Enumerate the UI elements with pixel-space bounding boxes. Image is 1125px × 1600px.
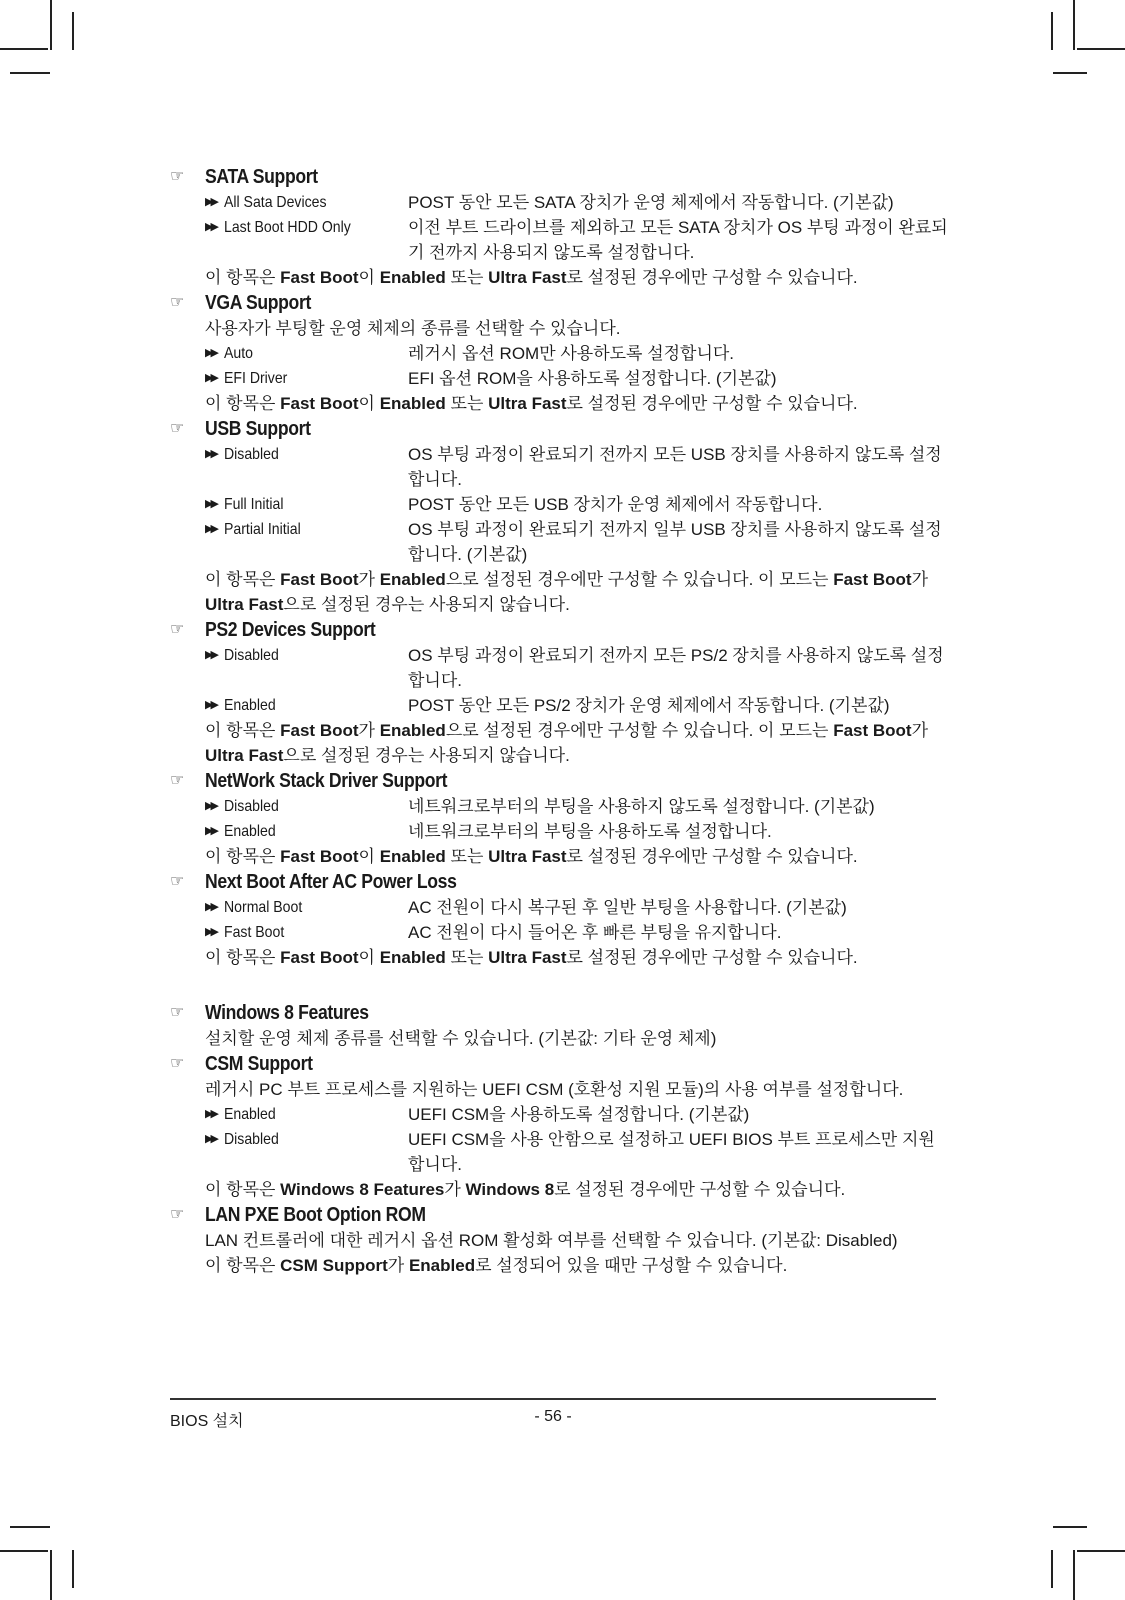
note-text: 로 설정된 경우에만 구성할 수 있습니다. bbox=[566, 847, 858, 866]
note-text: 이 bbox=[358, 394, 380, 413]
crop-mark bbox=[1077, 48, 1125, 50]
note-text: 으로 설정된 경우에만 구성할 수 있습니다. 이 모드는 bbox=[445, 570, 834, 589]
double-arrow-icon: ▶▶ bbox=[205, 1108, 216, 1120]
section-intro: 사용자가 부팅할 운영 체제의 종류를 선택할 수 있습니다. bbox=[205, 319, 621, 338]
note-keyword: Fast Boot bbox=[280, 948, 359, 967]
note-text: 이 항목은 bbox=[205, 948, 281, 967]
section-title: CSM Support bbox=[205, 1053, 313, 1075]
option-row bbox=[170, 517, 950, 567]
setting-section bbox=[170, 1051, 950, 1202]
option-description: UEFI CSM을 사용하도록 설정합니다. (기본값) bbox=[408, 1105, 750, 1124]
option-description: 네트워크로부터의 부팅을 사용하도록 설정합니다. bbox=[408, 822, 772, 841]
section-heading bbox=[170, 1000, 950, 1026]
option-name: Normal Boot bbox=[224, 899, 303, 916]
pointing-hand-icon: ☞ bbox=[170, 873, 185, 890]
double-arrow-icon: ▶▶ bbox=[205, 901, 216, 913]
option-description: OS 부팅 과정이 완료되기 전까지 일부 USB 장치를 사용하지 않도록 설정합니다. (기본값) bbox=[408, 520, 942, 564]
crop-mark bbox=[0, 48, 48, 50]
note-keyword: Windows 8 bbox=[465, 1180, 555, 1199]
section-intro: 레거시 PC 부트 프로세스를 지원하는 UEFI CSM (호환성 지원 모듈)의 사용 여부를 설정합니다. bbox=[205, 1080, 904, 1099]
section-note bbox=[170, 567, 950, 617]
crop-mark bbox=[72, 1550, 74, 1588]
note-keyword: Fast Boot bbox=[280, 268, 359, 287]
section-heading bbox=[170, 164, 950, 190]
option-description: POST 동안 모든 SATA 장치가 운영 체제에서 작동합니다. (기본값) bbox=[408, 193, 894, 212]
note-text: 가 bbox=[911, 570, 929, 589]
note-text: 로 설정된 경우에만 구성할 수 있습니다. bbox=[566, 948, 858, 967]
note-keyword: Ultra Fast bbox=[205, 746, 284, 765]
option-description: UEFI CSM을 사용 안함으로 설정하고 UEFI BIOS 부트 프로세스만 지원합니다. bbox=[408, 1130, 935, 1174]
option-description: EFI 옵션 ROM을 사용하도록 설정합니다. (기본값) bbox=[408, 369, 777, 388]
option-row bbox=[170, 1127, 950, 1177]
note-keyword: Fast Boot bbox=[280, 570, 359, 589]
crop-mark bbox=[1051, 12, 1053, 50]
crop-mark bbox=[1073, 1550, 1075, 1600]
setting-section bbox=[170, 617, 950, 768]
double-arrow-icon: ▶▶ bbox=[205, 1133, 216, 1145]
section-note bbox=[170, 1253, 950, 1278]
footer-section-label: BIOS 설치 bbox=[170, 1413, 244, 1430]
option-name: Full Initial bbox=[224, 496, 284, 513]
note-keyword: Fast Boot bbox=[833, 721, 912, 740]
note-text: 이 항목은 bbox=[205, 721, 281, 740]
section-heading bbox=[170, 416, 950, 442]
option-name: Enabled bbox=[224, 823, 276, 840]
option-row bbox=[170, 190, 950, 215]
note-keyword: Ultra Fast bbox=[488, 394, 567, 413]
section-heading bbox=[170, 768, 950, 794]
note-keyword: Ultra Fast bbox=[488, 948, 567, 967]
double-arrow-icon: ▶▶ bbox=[205, 825, 216, 837]
option-description: 레거시 옵션 ROM만 사용하도록 설정합니다. bbox=[408, 344, 735, 363]
note-keyword: Ultra Fast bbox=[205, 595, 284, 614]
note-keyword: Fast Boot bbox=[833, 570, 912, 589]
option-name: Disabled bbox=[224, 446, 279, 463]
note-keyword: Fast Boot bbox=[280, 394, 359, 413]
double-arrow-icon: ▶▶ bbox=[205, 372, 216, 384]
option-row bbox=[170, 819, 950, 844]
option-name: All Sata Devices bbox=[224, 194, 327, 211]
note-keyword: Enabled bbox=[379, 847, 446, 866]
note-text: 이 bbox=[358, 847, 380, 866]
note-text: 또는 bbox=[445, 394, 489, 413]
setting-section bbox=[170, 869, 950, 970]
note-text: 으로 설정된 경우는 사용되지 않습니다. bbox=[283, 595, 570, 614]
section-title: NetWork Stack Driver Support bbox=[205, 770, 448, 792]
note-text: 이 항목은 bbox=[205, 268, 281, 287]
note-text: 이 bbox=[358, 948, 380, 967]
pointing-hand-icon: ☞ bbox=[170, 621, 185, 638]
option-description: POST 동안 모든 USB 장치가 운영 체제에서 작동합니다. bbox=[408, 495, 823, 514]
option-name: Partial Initial bbox=[224, 521, 301, 538]
double-arrow-icon: ▶▶ bbox=[205, 448, 216, 460]
crop-mark bbox=[72, 12, 74, 50]
option-description: AC 전원이 다시 복구된 후 일반 부팅을 사용합니다. (기본값) bbox=[408, 898, 847, 917]
crop-mark bbox=[0, 1550, 48, 1552]
pointing-hand-icon: ☞ bbox=[170, 772, 185, 789]
note-text: 가 bbox=[358, 570, 380, 589]
pointing-hand-icon: ☞ bbox=[170, 420, 185, 437]
section-heading bbox=[170, 1202, 950, 1228]
section-heading bbox=[170, 290, 950, 316]
double-arrow-icon: ▶▶ bbox=[205, 699, 216, 711]
note-text: 로 설정된 경우에만 구성할 수 있습니다. bbox=[566, 268, 858, 287]
option-description: 이전 부트 드라이브를 제외하고 모든 SATA 장치가 OS 부팅 과정이 완료되기 전까지 사용되지 않도록 설정합니다. bbox=[408, 218, 948, 262]
section-intro: 설치할 운영 체제 종류를 선택할 수 있습니다. (기본값: 기타 운영 체제) bbox=[205, 1029, 717, 1048]
note-text: 이 항목은 bbox=[205, 570, 281, 589]
section-note bbox=[170, 265, 950, 290]
section-note bbox=[170, 945, 950, 970]
setting-section bbox=[170, 290, 950, 416]
note-keyword: Enabled bbox=[379, 721, 446, 740]
section-title: USB Support bbox=[205, 418, 311, 440]
note-text: 또는 bbox=[445, 847, 489, 866]
note-text: 이 bbox=[358, 268, 380, 287]
section-note bbox=[170, 718, 950, 768]
note-text: 또는 bbox=[445, 268, 489, 287]
section-heading bbox=[170, 617, 950, 643]
section-heading bbox=[170, 1051, 950, 1077]
note-text: 이 항목은 bbox=[205, 1180, 281, 1199]
note-text: 로 설정된 경우에만 구성할 수 있습니다. bbox=[566, 394, 858, 413]
option-name: Auto bbox=[224, 345, 253, 362]
note-keyword: CSM Support bbox=[280, 1256, 388, 1275]
option-description: 네트워크로부터의 부팅을 사용하지 않도록 설정합니다. (기본값) bbox=[408, 797, 875, 816]
note-text: 가 bbox=[911, 721, 929, 740]
crop-mark bbox=[1077, 1550, 1125, 1552]
option-name: Disabled bbox=[224, 1131, 279, 1148]
setting-section bbox=[170, 1202, 950, 1278]
crop-mark bbox=[1053, 72, 1087, 74]
double-arrow-icon: ▶▶ bbox=[205, 498, 216, 510]
manual-content bbox=[170, 164, 950, 1278]
note-keyword: Windows 8 Features bbox=[280, 1180, 445, 1199]
option-row bbox=[170, 643, 950, 693]
note-keyword: Ultra Fast bbox=[488, 847, 567, 866]
option-name: Disabled bbox=[224, 647, 279, 664]
note-text: 로 설정된 경우에만 구성할 수 있습니다. bbox=[554, 1180, 846, 1199]
section-title: LAN PXE Boot Option ROM bbox=[205, 1204, 426, 1226]
option-row bbox=[170, 1102, 950, 1127]
section-heading bbox=[170, 869, 950, 895]
crop-mark bbox=[1051, 1550, 1053, 1588]
page-number: - 56 - bbox=[534, 1408, 572, 1425]
crop-mark bbox=[50, 1550, 52, 1600]
option-row bbox=[170, 920, 950, 945]
note-text: 가 bbox=[444, 1180, 466, 1199]
option-name: Fast Boot bbox=[224, 924, 285, 941]
option-row bbox=[170, 366, 950, 391]
crop-mark bbox=[50, 0, 52, 50]
double-arrow-icon: ▶▶ bbox=[205, 800, 216, 812]
double-arrow-icon: ▶▶ bbox=[205, 523, 216, 535]
section-note bbox=[170, 844, 950, 869]
option-row bbox=[170, 492, 950, 517]
double-arrow-icon: ▶▶ bbox=[205, 347, 216, 359]
crop-mark bbox=[1073, 0, 1075, 50]
double-arrow-icon: ▶▶ bbox=[205, 926, 216, 938]
double-arrow-icon: ▶▶ bbox=[205, 649, 216, 661]
option-row bbox=[170, 215, 950, 265]
note-text: 이 항목은 bbox=[205, 1256, 281, 1275]
crop-mark bbox=[10, 72, 50, 74]
note-keyword: Enabled bbox=[379, 570, 446, 589]
note-text: 로 설정되어 있을 때만 구성할 수 있습니다. bbox=[475, 1256, 788, 1275]
setting-section bbox=[170, 768, 950, 869]
setting-section bbox=[170, 1000, 950, 1051]
section-title: PS2 Devices Support bbox=[205, 619, 376, 641]
note-keyword: Enabled bbox=[379, 948, 446, 967]
option-row bbox=[170, 693, 950, 718]
option-description: OS 부팅 과정이 완료되기 전까지 모든 PS/2 장치를 사용하지 않도록 설정합니다. bbox=[408, 646, 944, 690]
note-keyword: Enabled bbox=[408, 1256, 476, 1275]
pointing-hand-icon: ☞ bbox=[170, 1055, 185, 1072]
option-description: AC 전원이 다시 들어온 후 빠른 부팅을 유지합니다. bbox=[408, 923, 782, 942]
option-row bbox=[170, 895, 950, 920]
pointing-hand-icon: ☞ bbox=[170, 1004, 185, 1021]
option-name: Enabled bbox=[224, 1106, 276, 1123]
section-title: Next Boot After AC Power Loss bbox=[205, 871, 457, 893]
double-arrow-icon: ▶▶ bbox=[205, 221, 216, 233]
note-keyword: Enabled bbox=[379, 394, 446, 413]
option-row bbox=[170, 442, 950, 492]
note-text: 이 항목은 bbox=[205, 394, 281, 413]
note-text: 으로 설정된 경우에만 구성할 수 있습니다. 이 모드는 bbox=[445, 721, 834, 740]
note-keyword: Fast Boot bbox=[280, 721, 359, 740]
footer-rule bbox=[170, 1398, 936, 1400]
note-keyword: Enabled bbox=[379, 268, 446, 287]
option-name: Enabled bbox=[224, 697, 276, 714]
crop-mark bbox=[1053, 1526, 1087, 1528]
option-row bbox=[170, 794, 950, 819]
option-name: Disabled bbox=[224, 798, 279, 815]
section-spacer bbox=[170, 970, 950, 1000]
setting-section bbox=[170, 164, 950, 290]
section-note bbox=[170, 391, 950, 416]
option-name: Last Boot HDD Only bbox=[224, 219, 351, 236]
option-description: OS 부팅 과정이 완료되기 전까지 모든 USB 장치를 사용하지 않도록 설정합니다. bbox=[408, 445, 942, 489]
option-description: POST 동안 모든 PS/2 장치가 운영 체제에서 작동합니다. (기본값) bbox=[408, 696, 890, 715]
section-title: Windows 8 Features bbox=[205, 1002, 369, 1024]
pointing-hand-icon: ☞ bbox=[170, 1206, 185, 1223]
crop-mark bbox=[10, 1526, 50, 1528]
note-text: 또는 bbox=[445, 948, 489, 967]
pointing-hand-icon: ☞ bbox=[170, 294, 185, 311]
setting-section bbox=[170, 416, 950, 617]
option-name: EFI Driver bbox=[224, 370, 288, 387]
option-row bbox=[170, 341, 950, 366]
note-text: 이 항목은 bbox=[205, 847, 281, 866]
section-title: VGA Support bbox=[205, 292, 311, 314]
section-note bbox=[170, 1177, 950, 1202]
note-keyword: Ultra Fast bbox=[488, 268, 567, 287]
note-text: 가 bbox=[387, 1256, 409, 1275]
note-text: 가 bbox=[358, 721, 380, 740]
pointing-hand-icon: ☞ bbox=[170, 168, 185, 185]
double-arrow-icon: ▶▶ bbox=[205, 196, 216, 208]
note-text: 으로 설정된 경우는 사용되지 않습니다. bbox=[283, 746, 570, 765]
section-intro: LAN 컨트롤러에 대한 레거시 옵션 ROM 활성화 여부를 선택할 수 있습니다. (기본값: Disabled) bbox=[205, 1231, 898, 1250]
note-keyword: Fast Boot bbox=[280, 847, 359, 866]
section-title: SATA Support bbox=[205, 166, 318, 188]
